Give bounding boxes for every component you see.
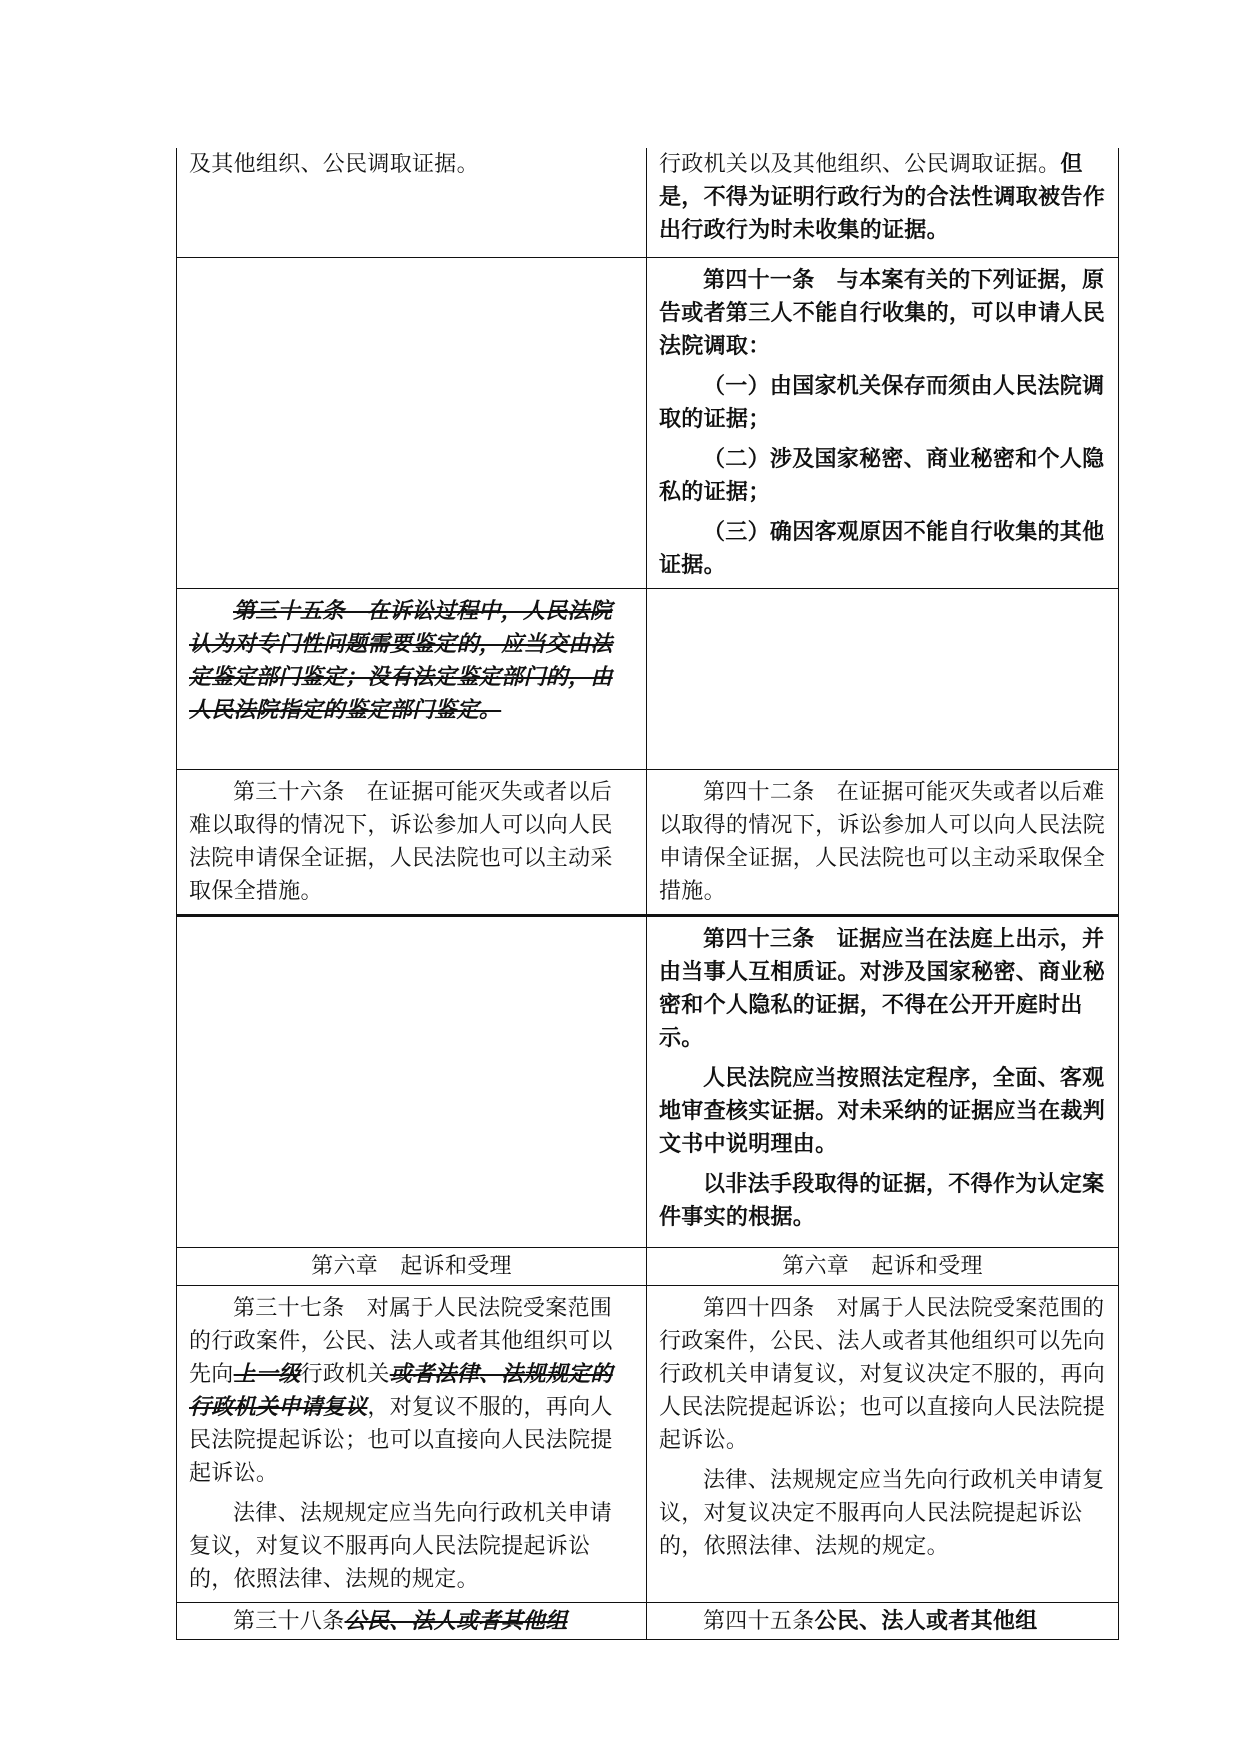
article-42: 第四十二条 在证据可能灭失或者以后难以取得的情况下，诉讼参加人可以向人民法院申请保全证据，人民法院也可以主动采取保全措施。: [659, 780, 1106, 904]
article-41-item-3: （三）确因客观原因不能自行收集的其他证据。: [659, 520, 1105, 578]
article-41: 第四十一条 与本案有关的下列证据，原告或者第三人不能自行收集的，可以申请人民法院调取：: [659, 268, 1106, 359]
article-37-para-2: 法律、法规规定应当先向行政机关申请复议，对复议不服再向人民法院提起诉讼的，依照法律、法规的规定。: [189, 1501, 613, 1592]
table-row: [177, 1286, 1119, 1603]
right-cell: [647, 1286, 1119, 1603]
article-43-para-3: 以非法手段取得的证据，不得作为认定案件事实的根据。: [659, 1172, 1105, 1230]
right-cell-empty: [647, 589, 1119, 770]
article-44: 第四十四条 对属于人民法院受案范围的行政案件，公民、法人或者其他组织可以先向行政机关申请复议，对复议决定不服的，再向人民法院提起诉讼；也可以直接向人民法院提起诉讼。: [659, 1296, 1106, 1453]
left-cell-empty: [177, 916, 647, 1248]
table-row: [177, 258, 1119, 589]
table-row: [177, 916, 1119, 1248]
left-cell: [177, 770, 647, 916]
article-35-deleted: 第三十五条 在诉讼过程中，人民法院认为对专门性问题需要鉴定的，应当交由法定鉴定部门鉴定；没有法定鉴定部门的，由人民法院指定的鉴定部门鉴定。: [189, 599, 613, 723]
plain-text: 第三十八条: [233, 1609, 345, 1634]
table-row: [177, 148, 1119, 258]
plain-text: 行政机关: [300, 1362, 390, 1387]
right-text: [659, 148, 1106, 247]
article-41-item-1: （一）由国家机关保存而须由人民法院调取的证据；: [659, 374, 1105, 432]
table-row: [177, 770, 1119, 916]
right-cell: [647, 258, 1119, 589]
right-cell: [647, 770, 1119, 916]
right-cell: [647, 148, 1119, 258]
article-43: 第四十三条 证据应当在法庭上出示，并由当事人互相质证。对涉及国家秘密、商业秘密和个人隐私的证据，不得在公开开庭时出示。: [659, 927, 1106, 1051]
left-cell: [177, 1286, 647, 1603]
added-text: 但是，不得为证明行政行为的合法性调取被告作出行政行为时未收集的证据。: [659, 152, 1106, 243]
chapter-heading-right: 第六章 起诉和受理: [647, 1248, 1119, 1286]
plain-text: ，对复议不服的，再向人民法院提起诉讼；也可以直接向人民法院提起诉讼。: [189, 1395, 613, 1486]
deleted-text: 或者法律、法规规定的行政机关申请复议: [189, 1362, 613, 1420]
table-row: [177, 1603, 1119, 1640]
table-row: [177, 1248, 1119, 1286]
plain-text: 第四十五条: [703, 1609, 815, 1634]
article-45: [659, 1605, 1106, 1638]
plain-text: 第三十七条 对属于人民法院受案范围的行政案件，公民、法人或者其他组织可以先向: [189, 1296, 613, 1387]
added-text: 公民、法人或者其他组: [814, 1609, 1038, 1634]
left-cell: [177, 1603, 647, 1640]
article-37: [189, 1292, 634, 1490]
deleted-text: 上一级: [233, 1362, 301, 1387]
left-cell-empty: [177, 258, 647, 589]
left-cell: [177, 148, 647, 258]
right-cell: [647, 1603, 1119, 1640]
left-text: 及其他组织、公民调取证据。: [189, 152, 479, 177]
deleted-text: 公民、法人或者其他组: [344, 1609, 568, 1634]
table-row: [177, 589, 1119, 770]
article-38: [189, 1605, 634, 1638]
comparison-table: [176, 148, 1119, 1640]
article-44-para-2: 法律、法规规定应当先向行政机关申请复议，对复议决定不服再向人民法院提起诉讼的，依照法律、法规的规定。: [659, 1468, 1105, 1559]
article-36: 第三十六条 在证据可能灭失或者以后难以取得的情况下，诉讼参加人可以向人民法院申请保全证据，人民法院也可以主动采取保全措施。: [189, 780, 613, 904]
article-43-para-2: 人民法院应当按照法定程序，全面、客观地审查核实证据。对未采纳的证据应当在裁判文书中说明理由。: [659, 1066, 1106, 1157]
plain-text: 行政机关以及其他组织、公民调取证据。: [659, 152, 1061, 177]
right-cell: [647, 916, 1119, 1248]
article-41-item-2: （二）涉及国家秘密、商业秘密和个人隐私的证据；: [659, 447, 1105, 505]
left-cell: [177, 589, 647, 770]
chapter-heading-left: 第六章 起诉和受理: [177, 1248, 647, 1286]
